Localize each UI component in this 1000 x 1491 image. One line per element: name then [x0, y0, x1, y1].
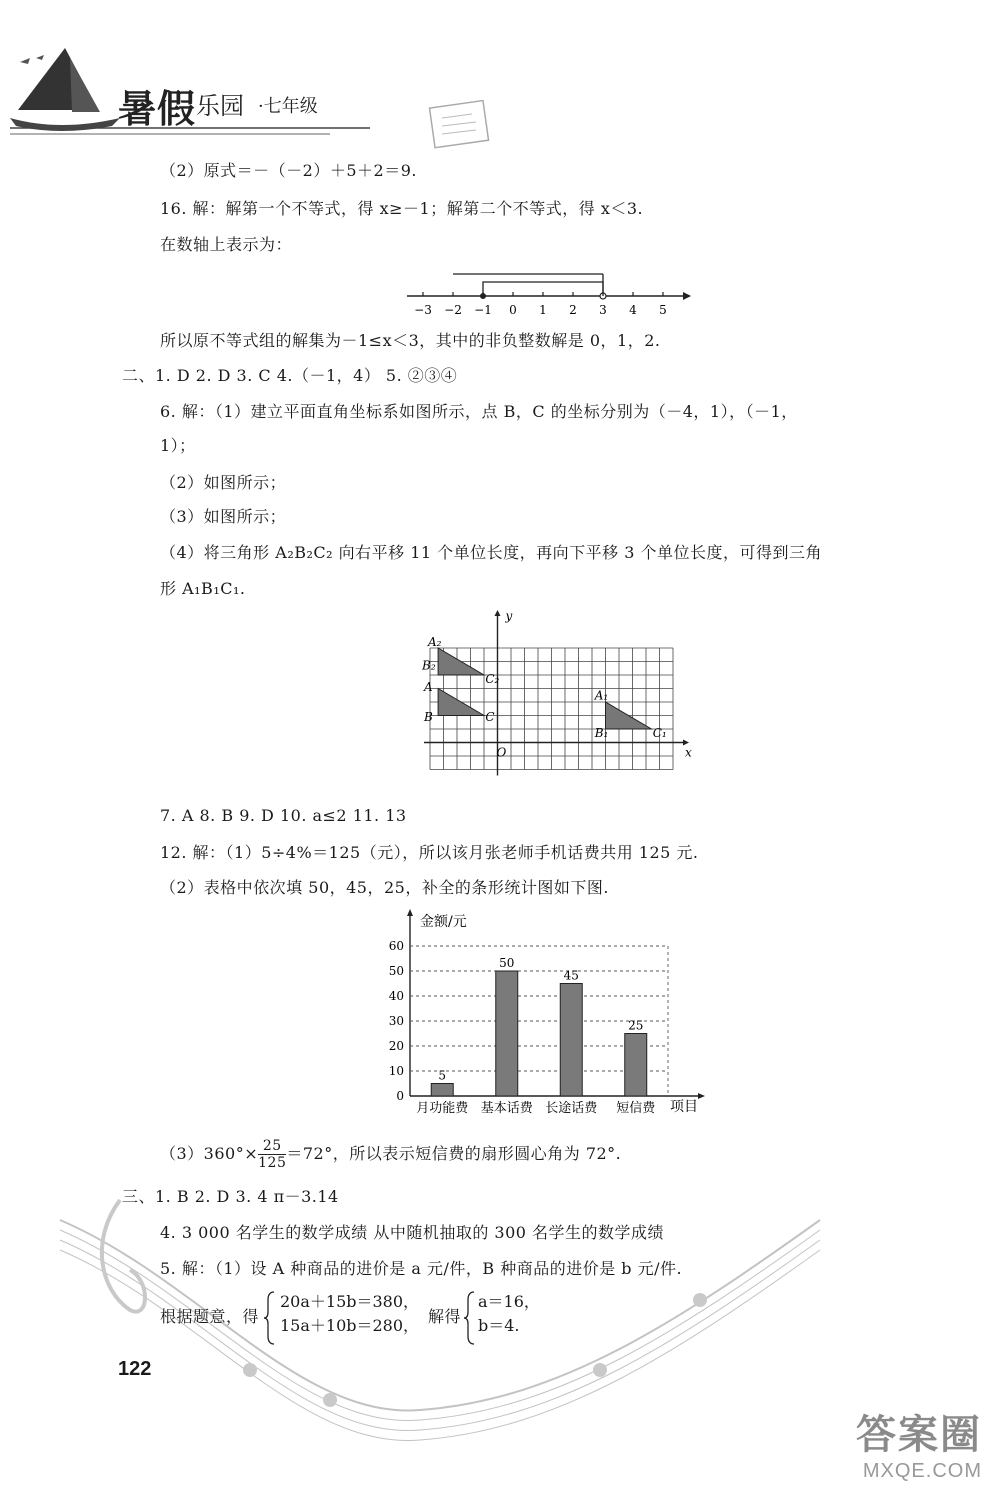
line-q7: 7. A 8. B 9. D 10. a≤2 11. 13	[160, 806, 407, 825]
page-header	[0, 0, 1000, 150]
numberline-tick-label: 4	[629, 303, 637, 317]
line-q5: 5. 解：（1）设 A 种商品的进价是 a 元/件，B 种商品的进价是 b 元/件.	[160, 1259, 683, 1278]
line-q12-2: （2）表格中依次填 50，45，25，补全的条形统计图如下图.	[160, 878, 609, 897]
chart-category-label: 长途话费	[545, 1101, 598, 1116]
equation-2: 15a＋10b＝280，	[280, 1316, 420, 1335]
brace-left-icon-2	[462, 1290, 478, 1346]
chart-ytick-label: 50	[388, 964, 404, 978]
label-b: B	[424, 709, 433, 724]
fraction-numerator: 25	[258, 1138, 286, 1155]
chart-ytick-label: 0	[396, 1089, 404, 1103]
numberline-tick-label: −3	[414, 303, 432, 317]
chart-category-label: 基本话费	[480, 1101, 533, 1116]
line-q6-cont: 1）；	[160, 436, 196, 455]
line-16: 16. 解：解第一个不等式，得 x≥－1；解第二个不等式，得 x＜3.	[160, 199, 644, 218]
label-a1: A₁	[594, 688, 609, 703]
numberline-tick-label: 3	[599, 303, 607, 317]
line-solution: 所以原不等式组的解集为－1≤x＜3，其中的非负整数解是 0，1，2.	[160, 331, 661, 350]
fraction	[258, 1138, 286, 1171]
numberline-tick-label: 5	[659, 303, 667, 317]
solution-system	[478, 1290, 540, 1338]
chart-data-label: 45	[563, 968, 579, 983]
fraction-denominator: 125	[258, 1155, 287, 1171]
origin-label: O	[496, 745, 507, 760]
chart-data-label: 5	[438, 1068, 447, 1083]
label-c1: C₁	[652, 726, 667, 741]
solution-1: a＝16，	[478, 1292, 540, 1311]
notebook-icon	[420, 96, 500, 156]
line-q6-4: （4）将三角形 A₂B₂C₂ 向右平移 11 个单位长度，再向下平移 3 个单位长度，可得到三角	[160, 543, 823, 562]
chart-ytick-label: 20	[388, 1039, 404, 1053]
watermark-logo: 答案圈	[856, 1413, 982, 1457]
header-title: 暑假	[118, 86, 197, 131]
number-line	[405, 262, 705, 322]
line-1: （2）原式＝－（－2）＋5＋2＝9.	[160, 161, 417, 180]
line-q4: 4. 3 000 名学生的数学成绩 从中随机抽取的 300 名学生的数学成绩	[160, 1223, 665, 1242]
numberline-tick-label: −2	[444, 303, 462, 317]
solution-2: b＝4.	[478, 1316, 520, 1335]
page-number: 122	[118, 1358, 152, 1380]
label-c: C	[485, 709, 495, 724]
line-q6-2: （2）如图所示；	[160, 473, 287, 492]
line-3: 在数轴上表示为：	[160, 235, 293, 254]
line-q12-3-end: ＝72°，所以表示短信费的扇形圆心角为 72°.	[286, 1144, 622, 1163]
chart-category-label: 短信费	[616, 1101, 656, 1116]
numberline-tick-label: 0	[509, 303, 517, 317]
chart-ytick-label: 60	[388, 939, 404, 953]
chart-bar	[625, 1034, 647, 1097]
chart-bar	[496, 971, 518, 1096]
brace-left-icon	[262, 1290, 278, 1346]
line-q5-eq-label: 根据题意，得	[160, 1307, 260, 1326]
x-axis-label: x	[685, 745, 692, 760]
chart-bar	[560, 984, 582, 1097]
numberline-tick-label: −1	[474, 303, 492, 317]
watermark-url: MXQE.COM	[862, 1460, 982, 1482]
line-part3: 三、1. B 2. D 3. 4 π－3.14	[122, 1187, 339, 1206]
chart-bar	[431, 1084, 453, 1097]
chart-data-label: 25	[628, 1018, 644, 1033]
chart-data-label: 50	[499, 956, 515, 970]
line-q5-solve-label: 解得	[428, 1307, 462, 1326]
chart-ylabel: 金额/元	[420, 914, 467, 930]
chart-category-label: 月功能费	[416, 1101, 469, 1116]
numberline-tick-label: 1	[539, 303, 547, 317]
line-q6-3: （3）如图所示；	[160, 507, 287, 526]
label-c2: C₂	[485, 672, 500, 687]
line-q12: 12. 解：（1）5÷4%＝125（元），所以该月张老师手机话费共用 125 元.	[160, 843, 699, 862]
chart-ytick-label: 40	[388, 989, 404, 1003]
numberline-tick-label: 2	[569, 303, 577, 317]
line-q6: 6. 解：（1）建立平面直角坐标系如图所示，点 B，C 的坐标分别为（－4，1），（－1，	[160, 402, 798, 421]
equation-1: 20a＋15b＝380，	[280, 1292, 420, 1311]
label-b1: B₁	[594, 726, 609, 741]
line-q12-3-start: （3）360°×	[160, 1144, 259, 1163]
watermark	[856, 1403, 982, 1483]
y-axis-label: y	[505, 609, 513, 623]
line-q12-3	[160, 1138, 621, 1171]
label-b2: B₂	[422, 658, 436, 673]
header-grade: ·七年级	[258, 96, 318, 117]
chart-ytick-label: 30	[388, 1014, 404, 1028]
line-q6-4-cont: 形 A₁B₁C₁.	[160, 579, 246, 598]
coordinate-grid	[412, 608, 692, 778]
equation-system	[280, 1290, 419, 1338]
label-a: A	[424, 680, 433, 695]
bar-chart	[370, 906, 710, 1121]
chart-xlabel: 项目	[670, 1099, 698, 1115]
header-subtitle: 乐园	[196, 92, 244, 120]
chart-ytick-label: 10	[388, 1064, 404, 1078]
sailboat-logo	[0, 0, 420, 150]
line-part2: 二、1. D 2. D 3. C 4.（－1，4） 5. ②③④	[122, 366, 458, 385]
label-a2: A₂	[428, 635, 442, 649]
